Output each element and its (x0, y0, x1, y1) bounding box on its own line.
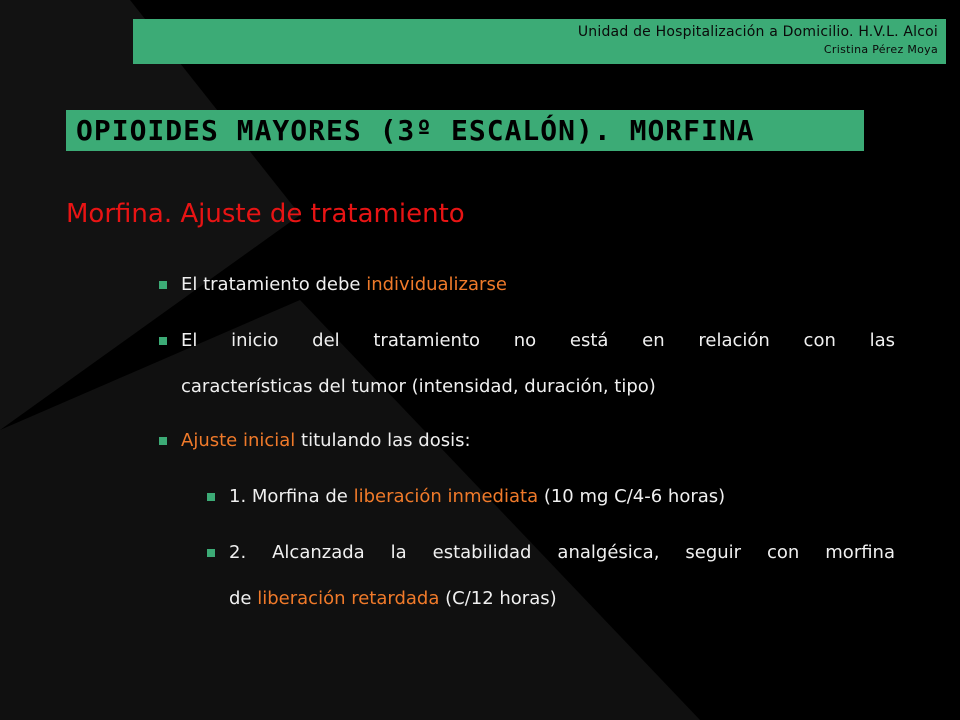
header-author: Cristina Pérez Moya (823, 43, 938, 56)
bullet-item (181, 318, 895, 410)
bullet-highlight: liberación inmediata (353, 486, 539, 507)
bullet-item (181, 262, 895, 308)
bullet-highlight: liberación retardada (257, 588, 440, 609)
bullet-text: El tratamiento debe (181, 274, 367, 295)
bullet-text-line1: El inicio del tratamiento no está en relación con las (181, 330, 895, 351)
slide-title: OPIOIDES MAYORES (3º ESCALÓN). MORFINA (66, 110, 864, 151)
bullet-text-line2: características del tumor (intensidad, duración, tipo) (181, 376, 656, 397)
header-institution: Unidad de Hospitalización a Domicilio. H.V.L. Alcoi (577, 24, 938, 40)
bullet-square-icon (207, 549, 215, 557)
bullet-square-icon (159, 437, 167, 445)
bullet-text: 1. Morfina de (229, 486, 354, 507)
slide-subtitle: Morfina. Ajuste de tratamiento (66, 199, 465, 229)
bullet-highlight: individualizarse (366, 274, 507, 295)
sub-bullet-item (229, 530, 895, 622)
header-banner (133, 19, 946, 64)
bullet-text-after: (10 mg C/4-6 horas) (538, 486, 726, 507)
bullet-square-icon (207, 493, 215, 501)
bullet-text-line1: 2. Alcanzada la estabilidad analgésica, seguir con morfina (229, 542, 895, 563)
bullet-text: de (229, 588, 258, 609)
bullet-square-icon (159, 337, 167, 345)
bullet-text: titulando las dosis: (295, 430, 471, 451)
bullet-square-icon (159, 281, 167, 289)
bullet-highlight: Ajuste inicial (181, 430, 296, 451)
bullet-text-after: (C/12 horas) (439, 588, 557, 609)
bullet-item (181, 418, 895, 464)
sub-bullet-item (229, 474, 895, 520)
